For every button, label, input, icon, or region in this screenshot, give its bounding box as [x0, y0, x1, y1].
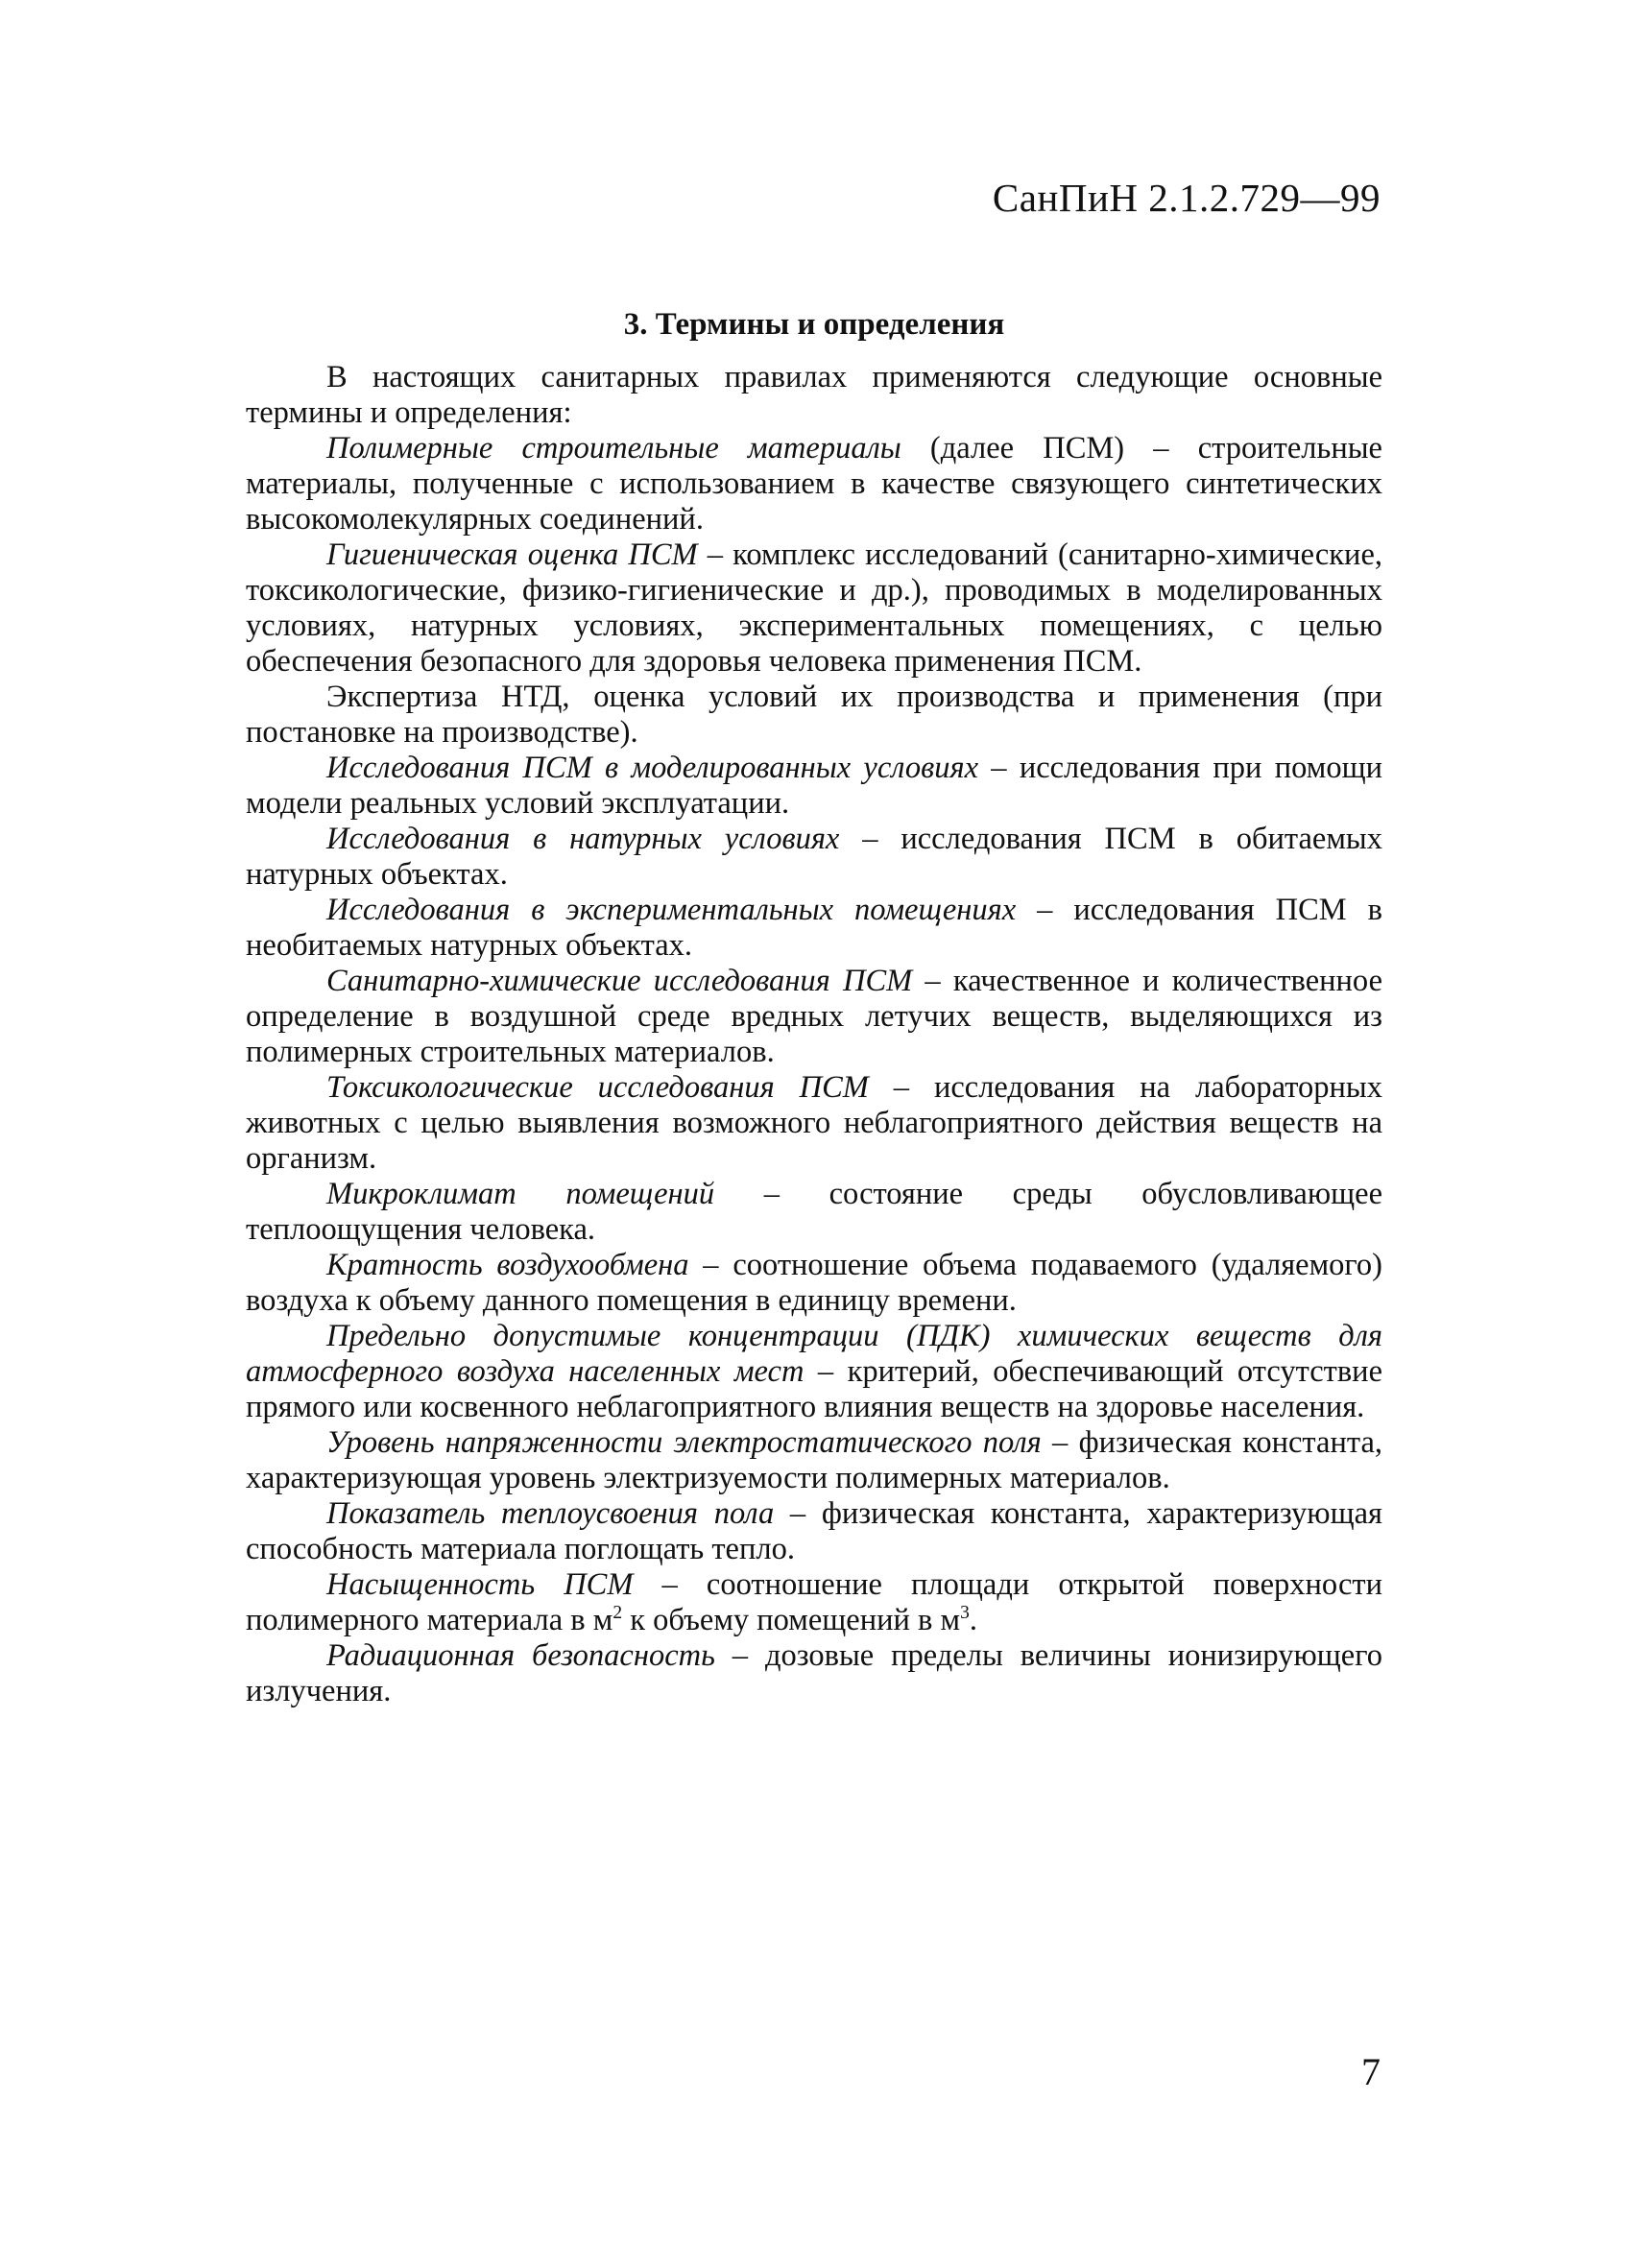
page-number: 7 [1361, 2050, 1381, 2093]
definition-saturation [246, 1567, 1382, 1638]
definition-text: – критерий, обеспечивающий отсутствие прямого или косвенного неблагоприятного влияния веществ на здоровье населения. [246, 1354, 1382, 1424]
definition-microclimate [246, 1177, 1382, 1248]
definition-polymer-materials [246, 431, 1382, 537]
definition-text: – соотношение площади открытой поверхности полимерного материала в м [246, 1567, 1382, 1637]
definition-text: – дозовые пределы величины ионизирующего излучения. [246, 1638, 1382, 1708]
definition-text: – соотношение объема подаваемого (удаляемого) воздуха к объему данного помещения в единицу времени. [246, 1248, 1382, 1318]
definition-natural-research [246, 822, 1382, 893]
intro-paragraph: В настоящих санитарных правилах применяются следующие основные термины и определения: [246, 360, 1382, 430]
definition-term: Исследования ПСМ в моделированных условиях [326, 751, 978, 785]
definition-heat-absorption [246, 1496, 1382, 1567]
definition-text: – исследования ПСМ в обитаемых натурных объектах. [246, 822, 1382, 892]
definition-text: – качественное и количественное определение в воздушной среде вредных летучих веществ, выделяющихся из полимерных строительных материалов. [246, 964, 1382, 1069]
definition-text: – физическая константа, характеризующая способность материала поглощать тепло. [246, 1496, 1382, 1566]
definition-text: – комплекс исследований (санитарно-химические, токсикологические, физико-гигиенические и др.), проводимых в моделированных условиях, натурных условиях, экспериментальных помещениях, с целью обеспечения безопасного для здоровья человека применения ПСМ. [246, 537, 1382, 679]
definition-text: – исследования при помощи модели реальных условий эксплуатации. [246, 751, 1382, 821]
superscript: 3 [960, 1603, 970, 1624]
definition-term: Уровень напряженности электростатического поля [326, 1425, 1042, 1460]
definition-term: Радиационная безопасность [326, 1638, 715, 1673]
page-content [246, 307, 1382, 1709]
definition-text: к объему помещений в м [622, 1603, 961, 1637]
superscript: 2 [612, 1603, 623, 1624]
definition-expertise [246, 680, 1382, 751]
definition-air-exchange [246, 1248, 1382, 1319]
definition-toxicological [246, 1070, 1382, 1177]
document-code: СанПиН 2.1.2.729—99 [992, 176, 1381, 220]
definition-text: – физическая константа, характеризующая уровень электризуемости полимерных материалов. [246, 1425, 1382, 1495]
definition-text: – состояние среды обусловливающее теплоощущения человека. [246, 1177, 1382, 1247]
definition-experimental-research [246, 893, 1382, 964]
definition-sanitary-chemical [246, 964, 1382, 1070]
definition-electrostatic-field [246, 1425, 1382, 1496]
definition-term: Санитарно-химические исследования ПСМ [326, 964, 913, 998]
definition-term: Исследования в экспериментальных помещениях [326, 893, 1017, 927]
definition-term: Показатель теплоусвоения пола [326, 1496, 775, 1531]
definition-term: Насыщенность ПСМ [326, 1567, 634, 1602]
definition-text: – исследования ПСМ в необитаемых натурных объектах. [246, 893, 1382, 963]
definition-text: Экспертиза НТД, оценка условий их производства и применения (при постановке на производстве). [246, 680, 1382, 750]
definition-mac [246, 1319, 1382, 1425]
definition-term: Микроклимат помещений [326, 1177, 715, 1211]
definition-term: Предельно допустимые концентрации (ПДК) химических веществ для атмосферного воздуха населенных мест [246, 1319, 1382, 1389]
definition-term: Исследования в натурных условиях [326, 822, 840, 856]
definition-hygienic-assessment [246, 537, 1382, 680]
definition-text: – исследования на лабораторных животных с целью выявления возможного неблагоприятного действия веществ на организм. [246, 1070, 1382, 1176]
definition-text: . [969, 1603, 977, 1637]
definition-modeled-research [246, 751, 1382, 822]
definition-term: Гигиеническая оценка ПСМ [326, 537, 698, 572]
definition-term: Кратность воздухообмена [326, 1248, 689, 1282]
section-title: 3. Термины и определения [623, 307, 1005, 342]
definition-text: (далее ПСМ) – строительные материалы, полученные с использованием в качестве связующего синтетических высокомолекулярных соединений. [246, 431, 1382, 537]
definition-term: Полимерные строительные материалы [326, 431, 901, 466]
definition-radiation-safety [246, 1638, 1382, 1709]
definition-term: Токсикологические исследования ПСМ [326, 1070, 869, 1105]
